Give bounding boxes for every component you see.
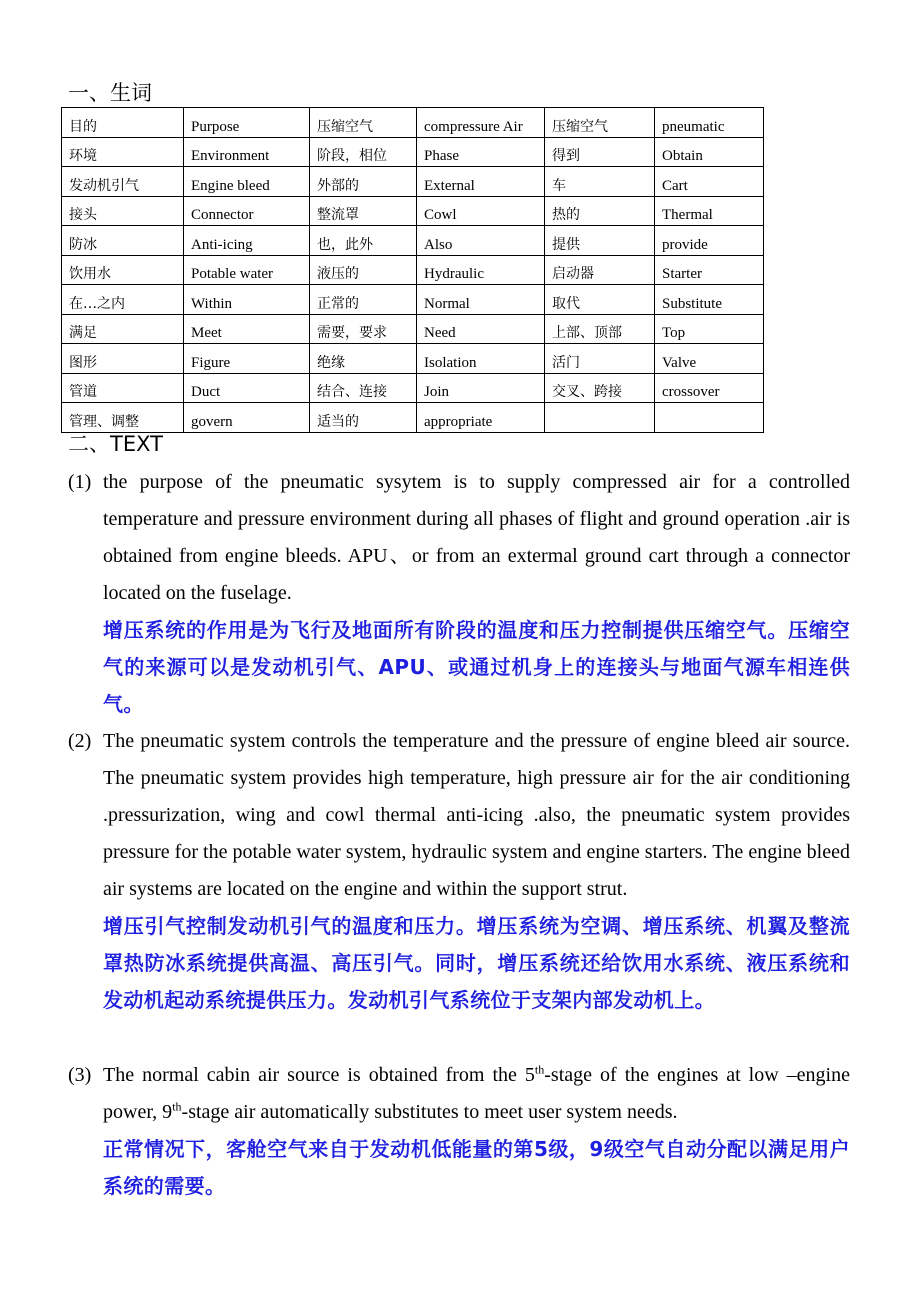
vocab-chinese-cell: 压缩空气 (545, 108, 655, 138)
vocab-english-cell: Phase (417, 137, 545, 167)
paragraph-english: the purpose of the pneumatic sysytem is to supply compressed air for a controlled temperature and pressure environment during all phases of flight and ground operation .air is obtained from engine bleeds. APU、or from an extermal ground cart through a connector located on the fuselage. (103, 471, 850, 604)
vocab-english-cell: Within (184, 285, 310, 315)
vocab-chinese-cell: 热的 (545, 196, 655, 226)
vocab-chinese-cell: 结合、连接 (310, 373, 417, 403)
vocab-row (62, 314, 764, 344)
vocab-chinese-cell: 环境 (62, 137, 184, 167)
vocab-table (61, 107, 764, 433)
vocab-chinese-cell: 启动器 (545, 255, 655, 285)
vocab-row (62, 403, 764, 433)
vocab-row (62, 108, 764, 138)
vocab-english-cell: govern (184, 403, 310, 433)
paragraph-english (103, 1057, 850, 1131)
ordinal-suffix: th (172, 1099, 182, 1114)
vocab-table-body (62, 108, 764, 433)
vocab-english-cell: compressure Air (417, 108, 545, 138)
vocab-english-cell: Connector (184, 196, 310, 226)
paragraph-1 (68, 464, 850, 723)
vocab-chinese-cell: 管道 (62, 373, 184, 403)
vocab-english-cell: Need (417, 314, 545, 344)
vocab-chinese-cell: 在…之内 (62, 285, 184, 315)
vocab-chinese-cell: 防冰 (62, 226, 184, 256)
vocab-chinese-cell: 也，此外 (310, 226, 417, 256)
vocab-english-cell (655, 403, 764, 433)
paragraph-number: (2) (68, 730, 92, 752)
paragraph-english: The pneumatic system controls the temperature and the pressure of engine bleed air source. The pneumatic system provides high temperature, high pressure air for the air conditioning .pressurization, wing and cowl thermal anti-icing .also, the pneumatic system provides pressure for the potable water system, hydraulic system and engine starters. The engine bleed air systems are located on the engine and within the support strut. (103, 730, 850, 900)
vocab-english-cell: Substitute (655, 285, 764, 315)
vocab-row (62, 226, 764, 256)
vocab-english-cell: Isolation (417, 344, 545, 374)
vocab-chinese-cell: 正常的 (310, 285, 417, 315)
vocab-chinese-cell: 活门 (545, 344, 655, 374)
vocab-row (62, 344, 764, 374)
vocab-chinese-cell (545, 403, 655, 433)
vocab-english-cell: Cart (655, 167, 764, 197)
vocab-chinese-cell: 图形 (62, 344, 184, 374)
vocab-row (62, 167, 764, 197)
english-text-part: -stage of the engines at low –engine power, 9 (103, 1064, 850, 1123)
vocab-english-cell: Hydraulic (417, 255, 545, 285)
vocab-english-cell: Thermal (655, 196, 764, 226)
vocab-chinese-cell: 需要，要求 (310, 314, 417, 344)
vocab-english-cell: Starter (655, 255, 764, 285)
english-text-part: The normal cabin air source is obtained from the 5 (103, 1064, 535, 1086)
vocab-chinese-cell: 液压的 (310, 255, 417, 285)
vocab-chinese-cell: 交叉、跨接 (545, 373, 655, 403)
vocab-chinese-cell: 车 (545, 167, 655, 197)
vocab-chinese-cell: 提供 (545, 226, 655, 256)
vocab-heading: 一、生词 (68, 81, 152, 105)
paragraph-number: (3) (68, 1064, 92, 1086)
ordinal-suffix: th (534, 1062, 545, 1077)
vocab-english-cell: Potable water (184, 255, 310, 285)
vocab-chinese-cell: 饮用水 (62, 255, 184, 285)
paragraph-number: (1) (68, 471, 92, 493)
vocab-english-cell: provide (655, 226, 764, 256)
vocab-chinese-cell: 上部、顶部 (545, 314, 655, 344)
paragraph-chinese-translation: 增压引气控制发动机引气的温度和压力。增压系统为空调、增压系统、机翼及整流罩热防冰系统提供高温、高压引气。同时，增压系统还给饮用水系统、液压系统和发动机起动系统提供压力。发动机引气系统位于支架内部发动机上。 (103, 914, 850, 1012)
paragraph-3 (68, 1057, 850, 1205)
vocab-english-cell: Engine bleed (184, 167, 310, 197)
vocab-chinese-cell: 目的 (62, 108, 184, 138)
vocab-english-cell: Also (417, 226, 545, 256)
vocab-row (62, 285, 764, 315)
vocab-chinese-cell: 接头 (62, 196, 184, 226)
vocab-english-cell: Cowl (417, 196, 545, 226)
paragraph-chinese-translation: 正常情况下，客舱空气来自于发动机低能量的第5级，9级空气自动分配以满足用户系统的需要。 (103, 1137, 850, 1198)
vocab-chinese-cell: 压缩空气 (310, 108, 417, 138)
vocab-english-cell: Obtain (655, 137, 764, 167)
vocab-row (62, 137, 764, 167)
paragraph-chinese-translation: 增压系统的作用是为飞行及地面所有阶段的温度和压力控制提供压缩空气。压缩空气的来源可以是发动机引气、APU、或通过机身上的连接头与地面气源车相连供气。 (103, 618, 850, 716)
vocab-chinese-cell: 整流罩 (310, 196, 417, 226)
vocab-chinese-cell: 外部的 (310, 167, 417, 197)
vocab-english-cell: appropriate (417, 403, 545, 433)
vocab-english-cell: Meet (184, 314, 310, 344)
vocab-row (62, 255, 764, 285)
vocab-english-cell: Valve (655, 344, 764, 374)
vocab-english-cell: External (417, 167, 545, 197)
vocab-english-cell: Normal (417, 285, 545, 315)
vocab-english-cell: Top (655, 314, 764, 344)
vocab-chinese-cell: 阶段，相位 (310, 137, 417, 167)
vocab-chinese-cell: 满足 (62, 314, 184, 344)
vocab-chinese-cell: 得到 (545, 137, 655, 167)
vocab-english-cell: pneumatic (655, 108, 764, 138)
vocab-chinese-cell: 管理、调整 (62, 403, 184, 433)
vocab-english-cell: Figure (184, 344, 310, 374)
vocab-english-cell: Duct (184, 373, 310, 403)
paragraph-2 (68, 723, 850, 1019)
vocab-english-cell: Environment (184, 137, 310, 167)
vocab-english-cell: crossover (655, 373, 764, 403)
text-heading: 二、TEXT (68, 432, 163, 456)
vocab-row (62, 373, 764, 403)
vocab-row (62, 196, 764, 226)
vocab-english-cell: Anti-icing (184, 226, 310, 256)
vocab-chinese-cell: 适当的 (310, 403, 417, 433)
english-text-part: -stage air automatically substitutes to meet user system needs. (181, 1101, 678, 1123)
vocab-chinese-cell: 发动机引气 (62, 167, 184, 197)
vocab-chinese-cell: 绝缘 (310, 344, 417, 374)
vocab-english-cell: Join (417, 373, 545, 403)
vocab-chinese-cell: 取代 (545, 285, 655, 315)
vocab-english-cell: Purpose (184, 108, 310, 138)
